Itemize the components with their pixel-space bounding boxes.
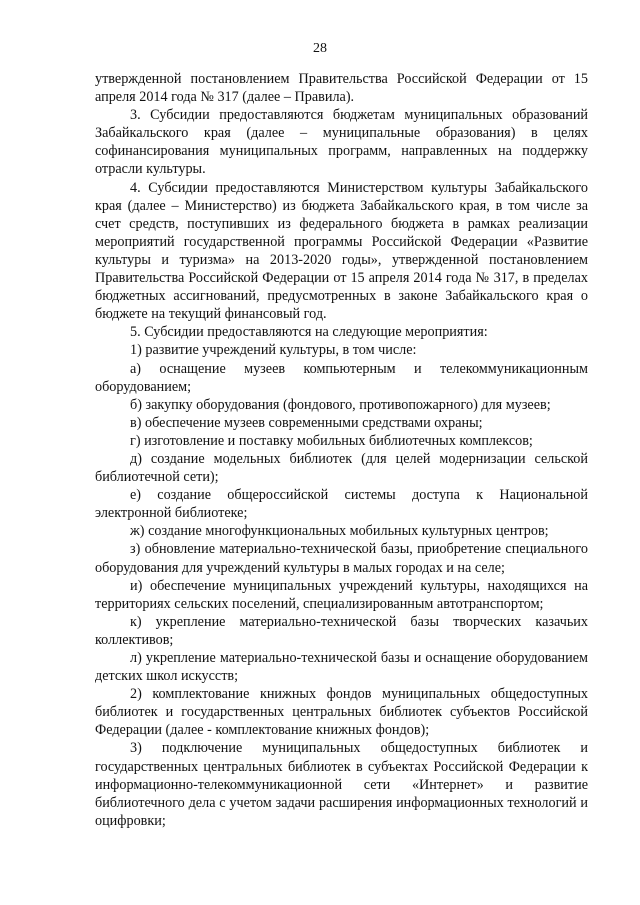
list-item: б) закупку оборудования (фондового, противопожарного) для музеев; xyxy=(130,396,551,413)
list-item: д) создание модельных библиотек (для целей модернизации сельской библиотечной сети); xyxy=(95,450,588,486)
page-number: 28 xyxy=(313,41,327,56)
list-item: з) обновление материально-технической базы, приобретение специального оборудования для учреждений культуры в малых городах и на селе; xyxy=(95,541,588,576)
paragraph: утвержденной постановлением Правительства Российской Федерации от 15 апреля 2014 года № 317 (далее – Правила). xyxy=(95,71,588,106)
list-item: ж) создание многофункциональных мобильных культурных центров; xyxy=(130,523,549,540)
paragraph: 1) развитие учреждений культуры, в том числе: xyxy=(130,342,417,359)
paragraph: 3) подключение муниципальных общедоступных библиотек и государственных центральных библиотек в субъектах Российской Федерации к информационно-телекоммуникационной сети «Интернет» и развитие библиотечного дела с учетом задачи расширения информационных технологий и оцифровки; xyxy=(95,740,588,829)
paragraph: 4. Субсидии предоставляются Министерством культуры Забайкальского края (далее – Министерство) из бюджета Забайкальского края, в том числе за счет средств, поступивших из федерального бюджета в рамках реализации мероприятий государственной программы Российской Федерации «Развитие культуры и туризма» на 2013-2020 годы», утвержденной постановлением Правительства Российской Федерации от 15 апреля 2014 года № 317, в пределах бюджетных ассигнований, предусмотренных в законе Забайкальского края о бюджете на текущий финансовый год. xyxy=(95,179,588,323)
list-item: е) создание общероссийской системы доступа к Национальной электронной библиотеке; xyxy=(95,487,588,522)
list-item: к) укрепление материально-технической базы творческих казачьих коллективов; xyxy=(95,613,588,648)
paragraph: 3. Субсидии предоставляются бюджетам муниципальных образований Забайкальского края (далее – муниципальные образования) в целях софинансирования муниципальных программ, направленных на поддержку отрасли культуры. xyxy=(95,107,588,178)
list-item: г) изготовление и поставку мобильных библиотечных комплексов; xyxy=(130,432,533,449)
list-item: л) укрепление материально-технической базы и оснащение оборудованием детских школ искусств; xyxy=(95,650,588,685)
paragraph: 5. Субсидии предоставляются на следующие мероприятия: xyxy=(130,324,488,341)
list-item: в) обеспечение музеев современными средствами охраны; xyxy=(130,414,483,431)
list-item: и) обеспечение муниципальных учреждений культуры, находящихся на территориях сельских поселений, специализированным автотранспортом; xyxy=(95,577,588,612)
document-body xyxy=(95,70,588,830)
paragraph: 2) комплектование книжных фондов муниципальных общедоступных библиотек и государственных центральных библиотек субъектов Российской Федерации (далее - комплектование книжных фондов); xyxy=(95,686,588,739)
list-item: а) оснащение музеев компьютерным и телекоммуникационным оборудованием; xyxy=(95,360,588,395)
